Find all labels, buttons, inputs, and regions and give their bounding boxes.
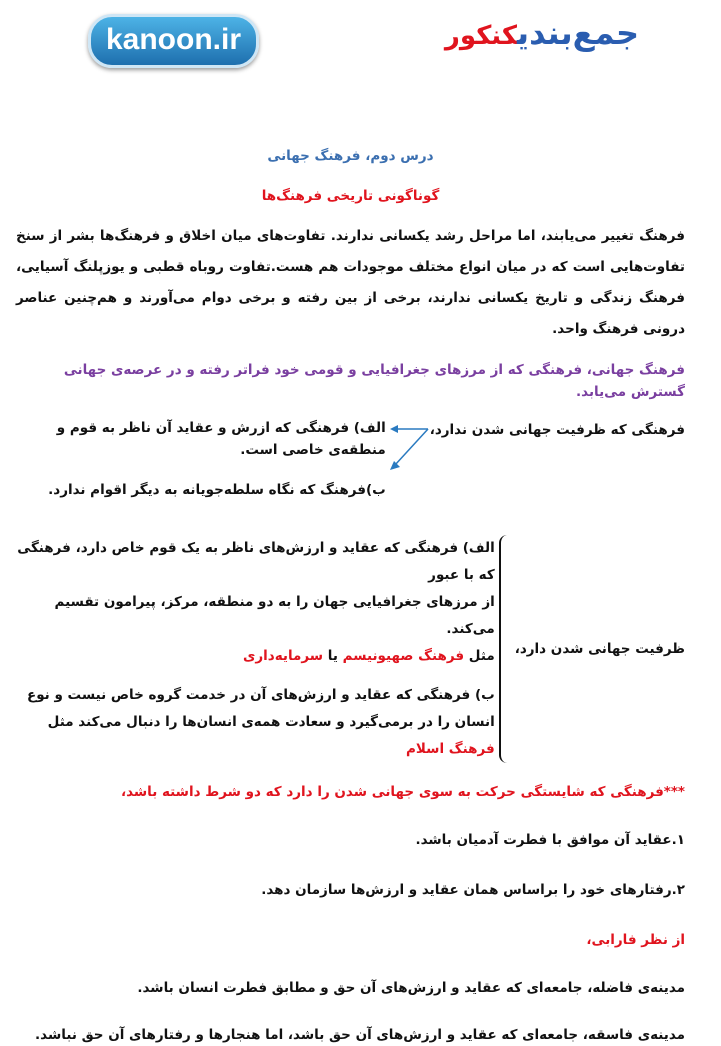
intro-paragraph: فرهنگ تغییر می‌یابند، اما مراحل رشد یکسانی ندارند. تفاوت‌های میان اخلاق و فرهنگ‌ها بشر از سنخ تفاوت‌هایی است که در میان انواع مختلف موجودات هم هست.تفاوت روباه قطبی و یوزپلنگ آسیایی، فرهنگ زندگی و تاریخ یکسانی ندارند، برخی از بین رفته و برخی دوام می‌آورند و هم‌چنین عناصر درونی فرهنگ واحد.	[16, 228, 685, 337]
has-capacity-b2	[16, 709, 495, 763]
example-or: یا	[327, 648, 338, 664]
document-body	[16, 145, 685, 1046]
no-capacity-a: الف) فرهنگی که ازرش و عقاید آن ناظر به قوم و منطقه‌ی خاصی است.	[56, 420, 386, 458]
arrow-icons	[386, 417, 430, 473]
example-prefix: مثل	[468, 648, 495, 664]
farabi-1: مدینه‌ی فاضله، جامعه‌ای که عقاید و ارزش‌های آن حق و مطابق فطرت انسان باشد.	[137, 980, 685, 996]
has-capacity-example	[16, 643, 495, 670]
brand-part1: جمع‌بندی	[517, 14, 639, 52]
farabi-2: مدینه‌ی فاسقه، جامعه‌ای که عقاید و ارزش‌های آن حق باشد، اما هنجارها و رفتارهای آن حق نباشد.	[35, 1027, 685, 1043]
no-capacity-section	[16, 417, 685, 501]
has-capacity-label: ظرفیت جهانی شدن دارد،	[514, 641, 685, 657]
has-capacity-items	[16, 535, 495, 763]
farabi-heading: از نظر فارابی،	[586, 932, 685, 948]
has-capacity-b1: ب) فرهنگی که عقاید و ارزش‌های آن در خدمت گروه خاص نیست و نوع	[27, 687, 495, 703]
no-capacity-items	[16, 417, 386, 501]
no-capacity-b: ب)فرهنگ که نگاه سلطه‌جویانه به دیگر اقوام ندارد.	[48, 482, 386, 498]
brand-title	[445, 14, 639, 52]
condition-2: ۲.رفتارهای خود را براساس همان عقاید و ارزش‌ها سازمان دهد.	[261, 882, 685, 898]
example-zionism: فرهنگ صهیونیسم	[342, 648, 465, 664]
no-capacity-label: فرهنگی که ظرفیت جهانی شدن ندارد،	[429, 422, 685, 438]
kanoon-logo: kanoon.ir	[88, 14, 259, 68]
example-islam: فرهنگ اسلام	[406, 741, 495, 757]
has-capacity-a2: از مرزهای جغرافیایی جهان را به دو منطقه، مرکز، پیرامون تقسیم می‌کند.	[54, 594, 495, 637]
has-capacity-a1: الف) فرهنگی که عقاید و ارزش‌های ناظر به یک قوم خاص دارد، فرهنگی که با عبور	[17, 540, 495, 583]
lesson-title: درس دوم، فرهنگ جهانی	[267, 148, 434, 164]
brace	[499, 535, 511, 763]
definition: فرهنگ جهانی، فرهنگی که از مرزهای جغرافیایی و قومی خود فراتر رفته و در عرصه‌ی جهانی گسترش می‌یابد.	[63, 362, 685, 400]
section-subtitle: گوناگونی تاریخی فرهنگ‌ها	[261, 188, 440, 204]
conditions-heading: ***فرهنگی که شایستگی حرکت به سوی جهانی شدن را دارد که دو شرط داشته باشد،	[120, 784, 685, 800]
b-text: انسان را در برمی‌گیرد و سعادت همه‌ی انسان‌ها را دنبال می‌کند مثل	[47, 714, 495, 730]
brand-part2: کنکور	[444, 21, 518, 51]
example-capitalism: سرمایه‌داری	[243, 648, 324, 664]
has-capacity-section	[16, 535, 685, 763]
condition-1: ۱.عقاید آن موافق با فطرت آدمیان باشد.	[415, 832, 685, 848]
